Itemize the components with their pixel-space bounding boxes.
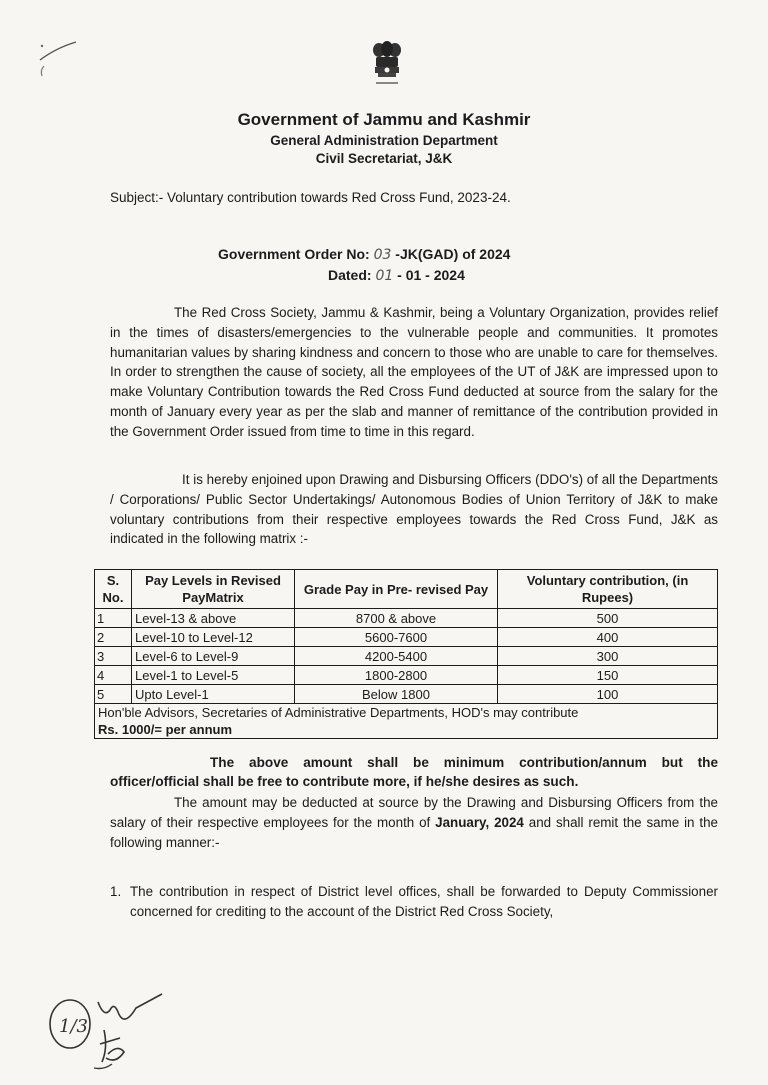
- cell-serial: 2: [95, 628, 132, 647]
- department-name: General Administration Department: [270, 133, 498, 148]
- cell-grade-pay: 4200-5400: [295, 647, 498, 666]
- order-number-line: [218, 244, 510, 265]
- list-item: [110, 882, 718, 922]
- cell-grade-pay: 8700 & above: [295, 609, 498, 628]
- deduction-month: January, 2024: [435, 814, 524, 830]
- list-item-number: 1.: [110, 884, 122, 899]
- deduction-text-b: and shall remit the same in the following manner:-: [110, 814, 718, 850]
- minimum-contribution-note: The above amount shall be minimum contribution/annum but the officer/official shall be free to contribute more, if he/she desires as such.: [110, 755, 718, 789]
- national-emblem-icon: [370, 40, 404, 92]
- cell-contribution: 500: [498, 609, 718, 628]
- cell-serial: 1: [95, 609, 132, 628]
- order-date-line: [218, 265, 510, 286]
- order-dated-label: Dated:: [328, 267, 376, 283]
- cell-pay-level: Level-10 to Level-12: [132, 628, 295, 647]
- table-footnote-row: [95, 704, 718, 739]
- cell-contribution: 100: [498, 685, 718, 704]
- cell-serial: 4: [95, 666, 132, 685]
- cell-serial: 3: [95, 647, 132, 666]
- footnote-text: Hon'ble Advisors, Secretaries of Administrative Departments, HOD's may contribute: [98, 705, 579, 720]
- page-marker-text: 1/3: [59, 1016, 88, 1037]
- header-voluntary-contribution: Voluntary contribution, (in Rupees): [498, 570, 718, 609]
- table-row: [95, 666, 718, 685]
- subject-line: Subject:- Voluntary contribution towards Red Cross Fund, 2023-24.: [110, 190, 511, 205]
- list-item-text: The contribution in respect of District level offices, shall be forwarded to Deputy Commissioner concerned for crediting to the account of the District Red Cross Society,: [130, 884, 718, 919]
- office-location: Civil Secretariat, J&K: [315, 151, 453, 166]
- order-number-prefix: Government Order No:: [218, 246, 374, 262]
- table-row: [95, 609, 718, 628]
- order-number-handwritten: 03: [373, 247, 392, 263]
- table-row: [95, 628, 718, 647]
- paragraph-ddo-instruction: It is hereby enjoined upon Drawing and Disbursing Officers (DDO's) of all the Departments / Corporations/ Public Sector Undertakings/ Autonomous Bodies of Union Territory of J&K to make voluntary contributions from their respective employees towards the Red Cross Fund, J&K as indicated in the following matrix :-: [110, 472, 718, 547]
- footnote-amount: Rs. 1000/= per annum: [98, 722, 233, 737]
- order-block: [218, 244, 510, 286]
- header-grade-pay: Grade Pay in Pre- revised Pay: [295, 570, 498, 609]
- order-dated-rest: - 01 - 2024: [393, 267, 465, 283]
- paragraph-red-cross-intro: The Red Cross Society, Jammu & Kashmir, being a Voluntary Organization, provides relief in the times of disasters/emergencies to the vulnerable people and communities. It promotes humanitarian values by sharing kindness and concern to those who are unable to care for themselves. In order to strengthen the cause of society, all the employees of the UT of J&K are impressed upon to make Voluntary Contribution towards the Red Cross Fund deducted at source from the salary for the month of January every year as per the slab and manner of remittance of the contribution provided in the Government Order issued from time to time in this regard.: [110, 305, 718, 439]
- cell-grade-pay: 1800-2800: [295, 666, 498, 685]
- government-title: Government of Jammu and Kashmir: [237, 110, 531, 129]
- deduction-text-a: The amount may be deducted at source by the Drawing and Disbursing Officers from the salary of their respective employees for the month of: [110, 795, 718, 830]
- cell-pay-level: Level-1 to Level-5: [132, 666, 295, 685]
- cell-contribution: 150: [498, 666, 718, 685]
- table-row: [95, 685, 718, 704]
- order-dated-handwritten: 01: [375, 268, 394, 284]
- handwritten-page-marker-icon: [44, 988, 184, 1078]
- cell-grade-pay: Below 1800: [295, 685, 498, 704]
- table-footnote: [95, 704, 718, 739]
- cell-pay-level: Upto Level-1: [132, 685, 295, 704]
- contribution-matrix-table: [94, 569, 718, 739]
- cell-contribution: 400: [498, 628, 718, 647]
- pen-mark-icon: [36, 30, 96, 80]
- cell-serial: 5: [95, 685, 132, 704]
- cell-contribution: 300: [498, 647, 718, 666]
- table-row: [95, 647, 718, 666]
- order-number-suffix: -JK(GAD) of 2024: [391, 246, 511, 262]
- header-serial-no: S. No.: [95, 570, 132, 609]
- cell-grade-pay: 5600-7600: [295, 628, 498, 647]
- table-header-row: [95, 570, 718, 609]
- paragraph-deduction-instruction: [110, 793, 718, 852]
- header-pay-levels: Pay Levels in Revised PayMatrix: [132, 570, 295, 609]
- cell-pay-level: Level-13 & above: [132, 609, 295, 628]
- cell-pay-level: Level-6 to Level-9: [132, 647, 295, 666]
